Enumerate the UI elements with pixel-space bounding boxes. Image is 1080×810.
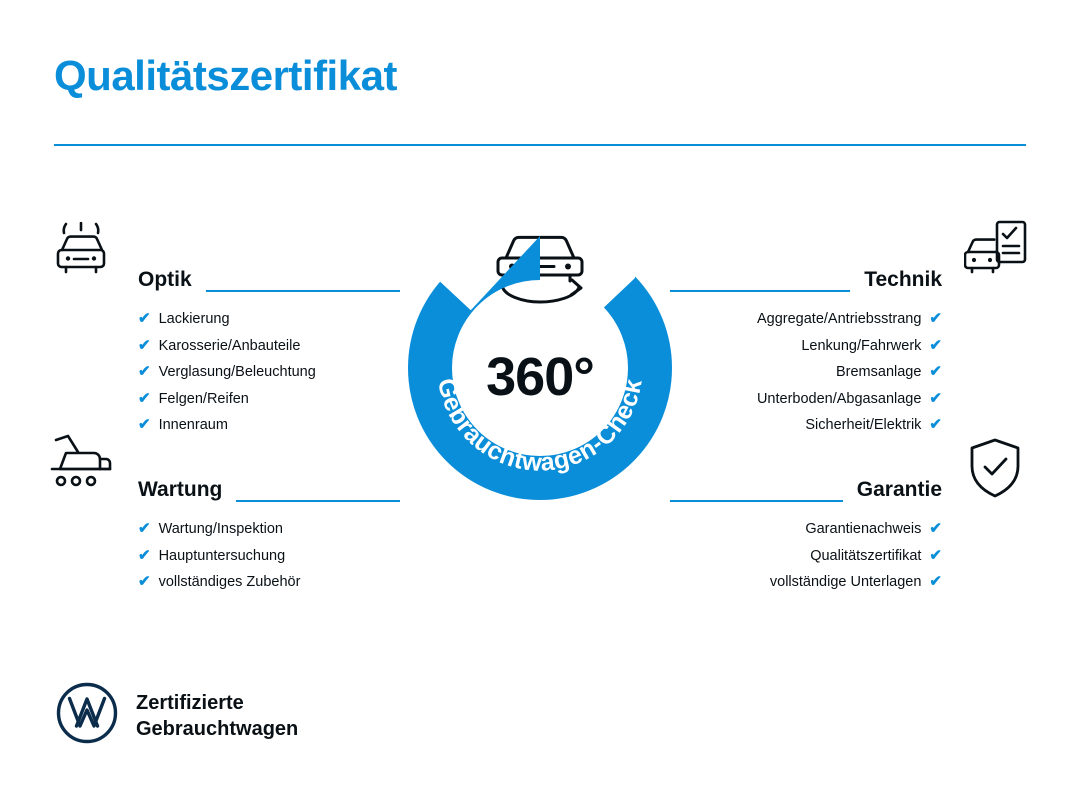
list-item bbox=[670, 333, 942, 360]
list-item-label: Innenraum bbox=[158, 417, 228, 433]
list-item-label: Bremsanlage bbox=[835, 364, 922, 380]
list-item-label: vollständige Unterlagen bbox=[769, 574, 922, 590]
section-title-garantie: Garantie bbox=[856, 478, 942, 501]
list-item-label: Karosserie/Anbauteile bbox=[158, 337, 301, 354]
section-divider-wartung bbox=[236, 500, 400, 502]
section-items-optik bbox=[138, 306, 400, 439]
footer-text bbox=[136, 690, 298, 742]
section-optik bbox=[138, 244, 400, 455]
section-header-wartung bbox=[138, 454, 400, 502]
badge-degrees-label: 360° bbox=[486, 347, 594, 407]
check-icon: ✔ bbox=[138, 310, 151, 327]
check-icon: ✔ bbox=[929, 336, 942, 354]
list-item bbox=[138, 569, 400, 596]
list-item-label: Qualitätszertifikat bbox=[810, 547, 922, 564]
check-icon: ✔ bbox=[929, 389, 942, 407]
section-divider-optik bbox=[206, 290, 400, 292]
section-items-technik bbox=[670, 306, 942, 439]
list-item-label: Felgen/Reifen bbox=[158, 390, 249, 407]
section-items-garantie bbox=[670, 516, 942, 596]
check-icon: ✔ bbox=[138, 389, 151, 407]
list-item bbox=[138, 543, 400, 570]
check-icon: ✔ bbox=[138, 573, 151, 590]
svg-text:Gebrauchtwagen-Check: Gebrauchtwagen-Check bbox=[431, 375, 648, 477]
shield-check-icon bbox=[968, 438, 1022, 503]
section-header-optik bbox=[138, 244, 400, 292]
section-title-optik: Optik bbox=[138, 268, 192, 291]
footer-line-2: Gebrauchtwagen bbox=[136, 717, 299, 740]
header-divider bbox=[54, 144, 1026, 146]
list-item-label: Unterboden/Abgasanlage bbox=[756, 390, 922, 407]
car-lift-icon bbox=[48, 434, 120, 497]
check-icon: ✔ bbox=[929, 310, 942, 327]
section-items-wartung bbox=[138, 516, 400, 596]
list-item bbox=[138, 386, 400, 413]
list-item bbox=[138, 412, 400, 439]
list-item-label: Garantienachweis bbox=[805, 521, 922, 537]
check-icon: ✔ bbox=[138, 363, 151, 380]
list-item bbox=[670, 386, 942, 413]
list-item bbox=[670, 359, 942, 386]
list-item-label: Verglasung/Beleuchtung bbox=[158, 364, 316, 380]
check-icon: ✔ bbox=[929, 416, 942, 433]
footer-brand bbox=[56, 682, 298, 749]
list-item-label: Sicherheit/Elektrik bbox=[805, 417, 922, 433]
check-icon: ✔ bbox=[929, 546, 942, 564]
section-header-garantie bbox=[670, 454, 942, 502]
section-divider-technik bbox=[670, 290, 850, 292]
check-icon: ✔ bbox=[929, 520, 942, 537]
list-item bbox=[138, 333, 400, 360]
list-item bbox=[670, 569, 942, 596]
vw-logo-icon bbox=[56, 682, 118, 749]
list-item bbox=[138, 359, 400, 386]
list-item bbox=[670, 543, 942, 570]
list-item bbox=[670, 306, 942, 333]
section-technik bbox=[670, 244, 942, 455]
list-item-label: Hauptuntersuchung bbox=[158, 547, 286, 564]
list-item bbox=[138, 306, 400, 333]
list-item bbox=[670, 516, 942, 543]
check-icon: ✔ bbox=[138, 520, 151, 537]
check-icon: ✔ bbox=[929, 363, 942, 380]
page-title: Qualitätszertifikat bbox=[54, 52, 397, 99]
section-garantie bbox=[670, 454, 942, 612]
check-icon: ✔ bbox=[138, 546, 151, 564]
section-title-technik: Technik bbox=[864, 268, 942, 291]
list-item bbox=[670, 412, 942, 439]
list-item-label: Aggregate/Antriebsstrang bbox=[756, 311, 922, 327]
badge-360-gebrauchtwagen-check bbox=[390, 218, 690, 518]
check-icon: ✔ bbox=[138, 416, 151, 433]
car-front-wash-icon bbox=[52, 222, 118, 289]
list-item bbox=[138, 516, 400, 543]
section-divider-garantie bbox=[670, 500, 843, 502]
list-item-label: Lenkung/Fahrwerk bbox=[801, 337, 922, 354]
car-checklist-icon bbox=[964, 220, 1028, 287]
list-item-label: Lackierung bbox=[158, 311, 230, 327]
check-icon: ✔ bbox=[929, 573, 942, 590]
check-icon: ✔ bbox=[138, 336, 151, 354]
section-wartung bbox=[138, 454, 400, 612]
section-title-wartung: Wartung bbox=[138, 478, 223, 501]
section-header-technik bbox=[670, 244, 942, 292]
list-item-label: vollständiges Zubehör bbox=[158, 574, 301, 590]
list-item-label: Wartung/Inspektion bbox=[158, 521, 283, 537]
footer-line-1: Zertifizierte bbox=[136, 691, 244, 714]
